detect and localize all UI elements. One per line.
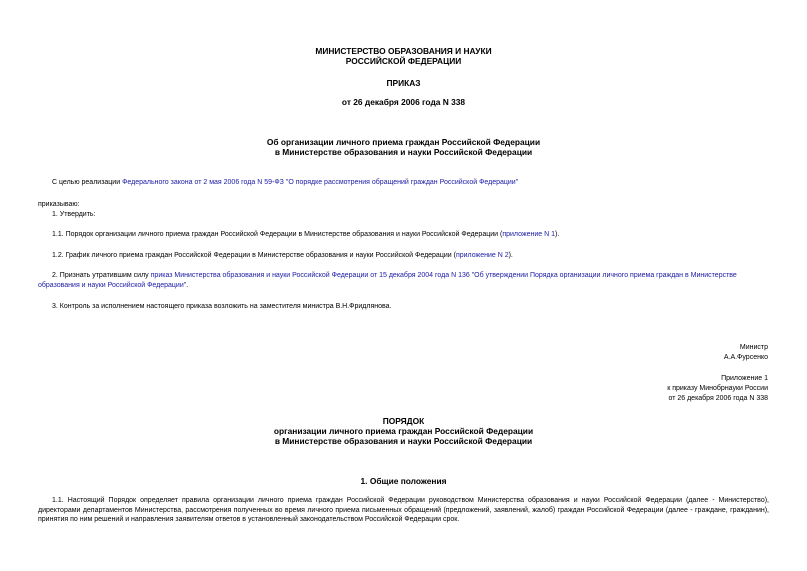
document-type: ПРИКАЗ (386, 78, 421, 88)
ministry-line-1: МИНИСТЕРСТВО ОБРАЗОВАНИЯ И НАУКИ (315, 46, 492, 56)
item-1-1 (52, 230, 559, 239)
appendix-ref-line-3: от 26 декабря 2006 года N 338 (668, 395, 768, 402)
section-1-heading: 1. Общие положения (360, 476, 447, 486)
item-2-line-2 (38, 281, 188, 290)
item-1-1-end: ). (554, 231, 560, 238)
procedure-title: ПОРЯДОК (382, 416, 425, 426)
order-title-line-2: в Министерстве образования и науки Российской Федерации (274, 147, 533, 157)
item-2-text: 2. Признать утратившим силу (52, 272, 151, 279)
order-title-line-1: Об организации личного приема граждан Российской Федерации (266, 137, 541, 147)
federal-law-link[interactable]: Федерального закона от 2 мая 2006 года N 59-ФЗ "О порядке рассмотрения обращений граждан Российской Федерации" (122, 179, 519, 186)
signature-name: А.А.Фурсенко (723, 354, 768, 361)
item-1-2-text: 1.2. График личного приема граждан Российской Федерации в Министерстве образования и науки Российской Федерации ( (52, 252, 456, 259)
preamble-text: С целью реализации (52, 179, 123, 186)
signature-position: Министр (739, 344, 768, 351)
document-date: от 26 декабря 2006 года N 338 (341, 97, 466, 107)
item-1-2-end: ). (508, 252, 513, 259)
appendix-2-link[interactable]: приложение N 2 (455, 252, 509, 259)
appendix-ref-line-2: к приказу Минобрнауки России (667, 385, 768, 392)
item-2-line-1 (52, 271, 737, 280)
repealed-order-link[interactable]: приказ Министерства образования и науки Российской Федерации от 15 декабря 2004 года N 136 "Об утверждении Порядка организации личного приема граждан в Министерстве (150, 272, 737, 279)
item-3: 3. Контроль за исполнением настоящего приказа возложить на заместителя министра В.Н.Фридлянова. (52, 303, 392, 310)
procedure-subtitle-2: в Министерстве образования и науки Российской Федерации (274, 436, 533, 446)
item-1-2 (52, 251, 513, 260)
item-2-end: . (186, 282, 189, 289)
item-1: 1. Утвердить: (52, 211, 96, 218)
procedure-subtitle-1: организации личного приема граждан Российской Федерации (273, 426, 534, 436)
paragraph-1-1: 1.1. Настоящий Порядок определяет правила организации личного приема граждан Российской Федерации руководством Министерства образования и науки Российской Федерации (далее - Министерство), директорами департаментов Министерства, рассмотрения полученных во время личного приема письменных обращений (предложений, заявлений, жалоб) граждан Российской Федерации (далее - граждане, гражданин), принятия по ним решений и направления заявителям ответов в установленный законодательством Российской Федерации срок. (38, 497, 769, 523)
ministry-line-2: РОССИЙСКОЙ ФЕДЕРАЦИИ (345, 56, 462, 66)
repealed-order-link-cont[interactable]: образования и науки Российской Федерации" (38, 282, 187, 289)
item-1-1-text: 1.1. Порядок организации личного приема граждан Российской Федерации в Министерстве образования и науки Российской Федерации ( (52, 231, 503, 238)
preamble (52, 178, 518, 187)
appendix-ref-line-1: Приложение 1 (721, 375, 768, 382)
appendix-1-link[interactable]: приложение N 1 (502, 231, 555, 238)
order-word: приказываю: (38, 201, 80, 208)
